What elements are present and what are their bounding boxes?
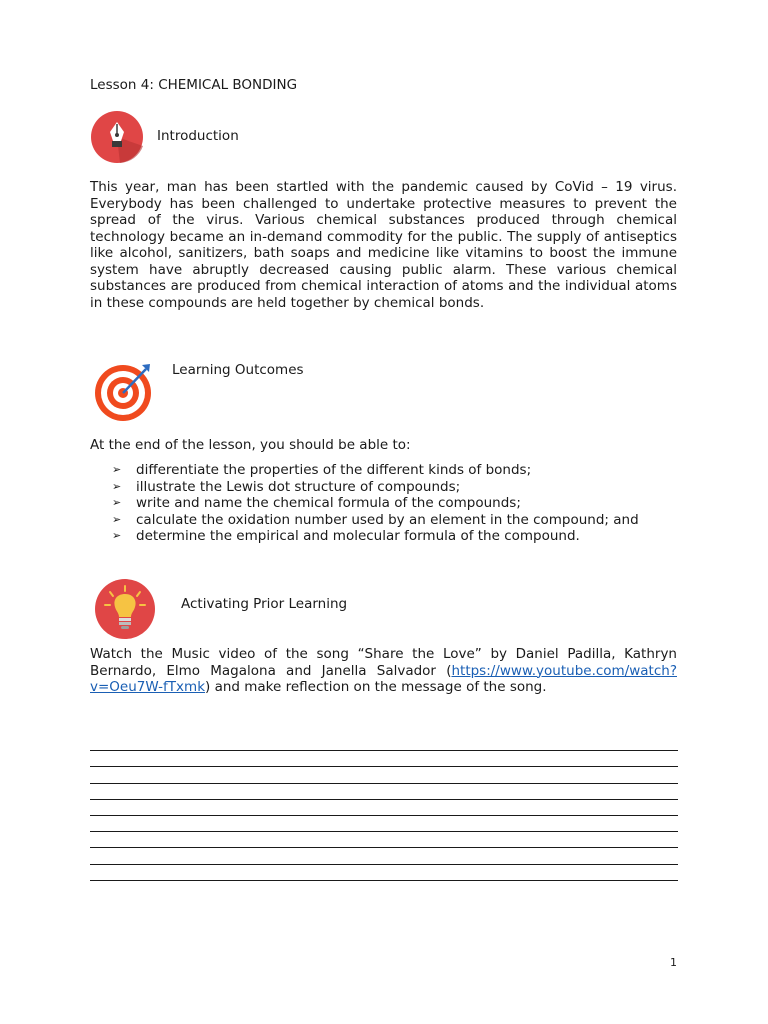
youtube-link[interactable]: https://www.youtube.com/watch?v=Oeu7W-fTxmk — [90, 662, 677, 695]
answer-line[interactable] — [90, 865, 678, 881]
answer-line[interactable] — [90, 767, 678, 783]
learning-outcomes-heading: Learning Outcomes — [172, 362, 304, 378]
answer-line[interactable] — [90, 800, 678, 816]
activity-instructions: Watch the Music video of the song “Share the Love” by Daniel Padilla, Kathryn Bernardo, Elmo Magalona and Janella Salvador (https://www.youtube.com/watch?v=Oeu7W-fTxmk) and make reflection on the message of the song. — [90, 646, 677, 695]
list-item: ➢ differentiate the properties of the different kinds of bonds; — [112, 462, 532, 478]
lightbulb-icon — [94, 578, 156, 640]
arrow-bullet-icon: ➢ — [112, 463, 122, 476]
lesson-title: Lesson 4: CHEMICAL BONDING — [90, 77, 298, 93]
activating-prior-learning-heading: Activating Prior Learning — [181, 596, 348, 612]
answer-line[interactable] — [90, 784, 678, 800]
list-item: ➢ illustrate the Lewis dot structure of compounds; — [112, 478, 461, 495]
list-item: ➢ determine the empirical and molecular formula of the compound. — [112, 528, 580, 544]
list-item: ➢ calculate the oxidation number used by an element in the compound; and — [112, 511, 639, 528]
introduction-paragraph: This year, man has been startled with the pandemic caused by CoVid – 19 virus. Everybody has been challenged to undertake protective measures to prevent the spread of the virus. Various chemical substances produced through chemical technology became an in-demand commodity for the public. The supply of antiseptics like alcohol, sanitizers, bath soaps and medicine like vitamins to boost the immune system have abruptly decreased causing public alarm. These various chemical substances are produced from chemical interaction of atoms and the individual atoms in these compounds are held together by chemical bonds. — [90, 179, 677, 311]
pen-nib-icon — [90, 110, 144, 164]
answer-line[interactable] — [90, 832, 678, 848]
arrow-bullet-icon: ➢ — [112, 479, 122, 493]
page-number: 1 — [670, 956, 677, 969]
introduction-heading: Introduction — [157, 128, 239, 144]
answer-line[interactable] — [90, 816, 678, 832]
answer-line[interactable] — [90, 735, 678, 751]
arrow-bullet-icon: ➢ — [112, 512, 122, 526]
answer-line[interactable] — [90, 848, 678, 864]
target-icon — [92, 360, 154, 422]
list-item: ➢ write and name the chemical formula of the compounds; — [112, 495, 521, 511]
arrow-bullet-icon: ➢ — [112, 496, 122, 509]
learning-outcomes-list — [112, 462, 678, 545]
reflection-answer-lines — [90, 735, 678, 881]
answer-line[interactable] — [90, 751, 678, 767]
arrow-bullet-icon: ➢ — [112, 529, 122, 542]
learning-outcomes-intro: At the end of the lesson, you should be able to: — [90, 437, 411, 453]
